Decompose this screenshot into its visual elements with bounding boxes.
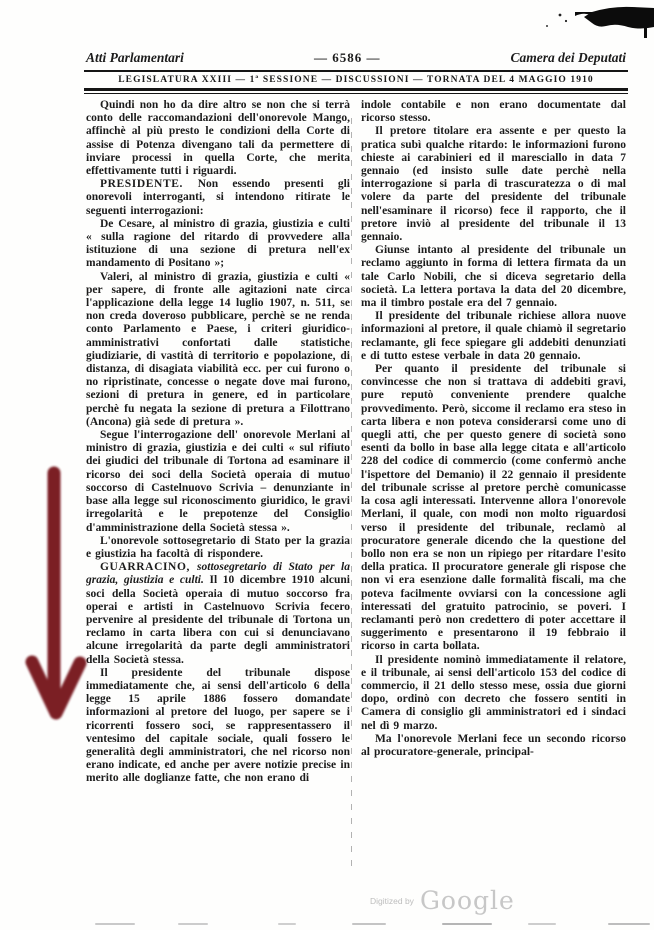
text-segment: sottosegretario di Stato per la grazia, giustizia e culti. bbox=[86, 561, 350, 587]
text-segment: L'onorevole sottosegretario di Stato per la grazia e giustizia ha facoltà di rispondere. bbox=[86, 534, 350, 560]
text-segment: Giunse intanto al presidente del tribunale un reclamo aggiunto in forma di lettera firmata da un tale Carlo Nobili, che si diceva segretario della società. La lettera portava la data del 20 dicembre, ma il timbro postale era del 7 gennaio. bbox=[361, 244, 626, 310]
text-segment: Il 10 dicembre 1910 alcuni soci della Società operaia di mutuo soccorso fra operai e artisti in Castelnuovo Scrivia fecero pervenire al presidente del tribunale di Tortona un reclamo in carta libera con cui si denunciavano alcune irregolarità da parte degli amministratori della Società stessa. bbox=[86, 574, 350, 666]
header-rule-thick bbox=[84, 88, 628, 91]
digitization-watermark bbox=[370, 886, 515, 915]
paragraph bbox=[86, 218, 350, 271]
left-column bbox=[86, 99, 350, 882]
text-segment: Il presidente del tribunale dispose immediatamente che, ai sensi dell'articolo 6 della legge 15 aprile 1886 fossero domandate informazioni al pretore del luogo, per sapere se i ricorrenti fossero soci, se rappresentassero il ventesimo del capitale sociale, quali fossero le generalità degli amministratori, che nel ricorso non erano indicate, ed anche per avere notizie precise in merito alle doglianze fatte, che non erano di bbox=[86, 666, 350, 785]
column-divider bbox=[351, 118, 352, 868]
paragraph bbox=[86, 99, 350, 178]
text-segment: Il presidente del tribunale richiese allora nuove informazioni al pretore, il quale chiamò il segretario reclamante, gli fece spiegare gli addebiti denunziati e di tutto estese verbale in data 20 gennaio. bbox=[361, 310, 626, 362]
text-segment: Il pretore titolare era assente e per questo la pratica subì qualche ritardo: le informazioni furono chieste ai carabinieri ed il maresciallo in data 7 gennaio (ed insisto sulle date perchè nella interrogazione si parla di trascuratezza o di mal volere da parte del presidente del tribunale nell'esaminare il ricorso) fece il rapporto, che il pretore inviò al presidente del tribunale il 13 gennaio. bbox=[361, 125, 626, 244]
paragraph bbox=[86, 271, 350, 429]
right-column bbox=[361, 99, 626, 882]
text-segment: GUARRACINO, bbox=[100, 561, 198, 574]
text-segment: Ma l'onorevole Merlani fece un secondo ricorso al procuratore-generale, principal- bbox=[361, 732, 626, 758]
text-segment: Segue l'interrogazione dell' onorevole Merlani al ministro di grazia, giustizia e dei culti « sul rifiuto dei giudici del tribunale di Tortona ad esaminare il ricorso dei soci della Società operaia di mutuo soccorso di Castelnuovo Scrivia – denunziante in base alla legge sul riconoscimento giuridico, le gravi irregolarità e le prepotenze del Consiglio d'amministrazione della Società stessa ». bbox=[86, 429, 350, 534]
paragraph bbox=[361, 733, 626, 759]
journal-title: Atti Parlamentari bbox=[86, 50, 184, 65]
google-logo: Google bbox=[419, 886, 515, 915]
header-rule-top bbox=[84, 70, 628, 72]
paragraph bbox=[86, 429, 350, 535]
paragraph bbox=[86, 535, 350, 561]
text-segment: Non essendo presenti gli onorevoli interroganti, si intendono ritirate le seguenti interrogazioni: bbox=[86, 178, 350, 217]
page-number: — 6586 — bbox=[313, 50, 381, 65]
text-segment: Valeri, al ministro di grazia, giustizia e culti « per sapere, di fronte alle agitazioni nate circa l'applicazione della legge 14 luglio 1907, n. 511, se non creda doveroso pubblicare, perchè se ne renda conto Parlamento e Paese, i criteri giuridico-amministrativi confortati dalle statistiche giudiziarie, di vastità di territorio e popolazione, di distanza, di disagiata viabilità ecc. per cui furono o no ripristinate, concesse o negate dove mai furono, sezioni di pretura in genere, ed in particolare perchè fu negata la sezione di pretura a Filottrano (Ancona) già sede di pretura ». bbox=[86, 270, 350, 428]
paragraph bbox=[361, 99, 626, 125]
text-segment: Quindi non ho da dire altro se non che si terrà conto delle raccomandazioni dell'onorevole Mango, affinchè al più presto le condizioni della Corte di assise di Potenza divengano tali da permettere di inviare processi in quella Corte, che merita effettivamente tutti i riguardi. bbox=[86, 99, 350, 178]
watermark-prefix: Digitized by bbox=[370, 895, 414, 906]
paragraph bbox=[361, 125, 626, 244]
text-segment: indole contabile e non erano documentate dal ricorso stesso. bbox=[361, 99, 626, 125]
paragraph bbox=[86, 561, 350, 667]
text-segment: Il presidente nominò immediatamente il relatore, e il tribunale, ai sensi dell'articolo 153 del codice di commercio, il 21 dello stesso mese, ossia due giorni dopo, ordinò con decreto che fossero sentiti in Camera di consiglio gli amministratori ed i sindaci nel dì 9 marzo. bbox=[361, 653, 626, 732]
paragraph bbox=[361, 654, 626, 733]
chamber-title: Camera dei Deputati bbox=[510, 50, 626, 65]
text-segment: De Cesare, al ministro di grazia, giustizia e culti « sulla ragione del ritardo di provvedere alla istituzione di una sezione di pretura nell'ex mandamento di Positano »; bbox=[86, 217, 350, 270]
text-segment: PRESIDENTE. bbox=[100, 178, 198, 191]
session-line: LEGISLATURA XXIII — 1ª SESSIONE — DISCUSSIONI — TORNATA DEL 4 MAGGIO 1910 bbox=[118, 75, 594, 85]
scan-ink-blotch bbox=[0, 0, 654, 60]
paragraph bbox=[86, 178, 350, 218]
text-segment: Per quanto il presidente del tribunale si convincesse che non si trattava di addebiti gravi, pure reputò conveniente prendere qualche provvedimento. Però, siccome il reclamo era steso in carta libera e non poteva considerarsi come uno di quegli atti, che per questo genere di società sono esenti da bollo in base alla legge citata e all'articolo 228 del codice di commercio (come confermò anche l'ispettore del Demanio) il 22 gennaio il presidente del tribunale scrisse al pretore perchè comunicasse la cosa agli interessati. Intervenne allora l'onorevole Merlani, il quale, con modi non molto riguardosi verso il presidente del tribunale, reclamò al procuratore generale dicendo che la questione del bollo non era se non un ripiego per ritardare l'esito della pratica. Il procuratore generale gli rispose che non vi era esenzione dalle formalità fiscali, ma che poteva facilmente ovviarsi con la concessione agli interessati del gratuito patrocinio, se poveri. I reclamanti però non credettero di poter accettare il suggerimento e presentarono il 19 febbraio il ricorso in carta bollata. bbox=[361, 363, 626, 653]
paragraph bbox=[361, 310, 626, 363]
paragraph bbox=[86, 667, 350, 786]
paragraph bbox=[361, 363, 626, 653]
scan-bottom-marks bbox=[0, 923, 654, 929]
header-rule-thin bbox=[84, 93, 628, 94]
paragraph bbox=[361, 244, 626, 310]
